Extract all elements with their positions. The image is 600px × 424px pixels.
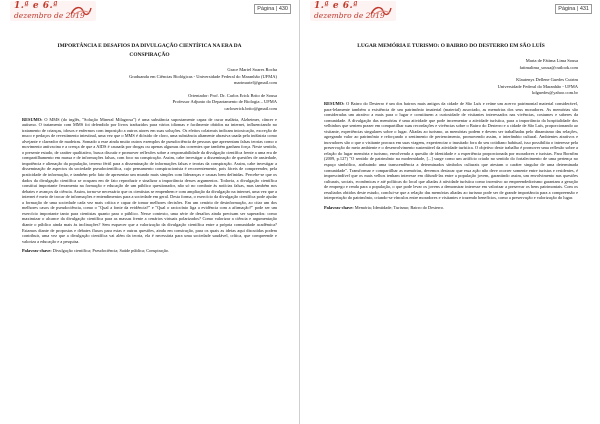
author-email: marimariel@gmail.com: [233, 80, 277, 86]
author-block: [22, 67, 277, 113]
title-line-1: IMPORTÂNCIA E DESAFIOS DA DIVULGAÇÃO CIENTÍFICA NA ERA DA: [57, 43, 242, 49]
author-line: Grace Mariel Soares Rocha: [227, 67, 277, 72]
page-header: [0, 0, 299, 22]
logo-date-line: 1.ª e 6.ª: [14, 1, 59, 11]
page-number: Página | 431: [555, 4, 592, 14]
author-line: Klautenys Dellene Guedes Cutrim: [516, 77, 578, 83]
keywords-label: Palavras-chave:: [22, 248, 52, 254]
keywords-text: Memória; Identidade; Turismo; Bairro do Desterro.: [354, 204, 445, 210]
swirl-logo-icon: [69, 4, 93, 18]
abstract: [324, 101, 578, 201]
page-right: [300, 0, 600, 424]
article-content: [324, 42, 578, 215]
logo-month-line: dezembro de 2019: [14, 11, 85, 20]
keywords-text: Divulgação científica; Pseudociência; Saúde pública; Conspiração.: [52, 248, 170, 254]
article-title: [22, 42, 277, 60]
event-logo: [10, 1, 96, 21]
article-title: [324, 42, 578, 51]
advisor-affiliation: Professor Adjunto do Departamento de Biologia – UFMA: [172, 99, 277, 105]
logo-date-line: 1.ª e 6.ª: [314, 1, 359, 11]
author-email: fatimalima_sousa@outlook.com: [519, 64, 578, 70]
author-line: Maria de Fátima Lima Sousa: [525, 58, 578, 63]
article-content: [22, 42, 277, 258]
author-block: [324, 58, 578, 97]
title-line-1: LUGAR MEMÓRIA E TURISMO: O BAIRRO DO DESTERRO EM SÃO LUÍS: [357, 43, 545, 49]
abstract: [22, 117, 277, 245]
abstract-text: O Bairro do Desterro é um dos bairros mais antigos da cidade de São Luís e reúne um acervo patrimonial material considerável, para-lelamente também a existência de um patrimônio imaterial (material) associado, as memórias dos seus moradores. As memórias são consideradas um atrativo a mais para o lugar e constituem a curiosidade de visitantes interessados nas vivências, costumes e saberes da comunidade. A divulgação das memórias é uma atividade que pode incrementar a atividade turística, para a importância da hospitalidade dos velhinhos que sentem prazer em compartilhar suas recordações e vivências sobre o Bairro do Desterro e a cidade de São Luís, proporcionando ao visitante, experiências singulares sobre o lugar. Aliadas ao turismo, as memórias podem e devem ser trabalhadas pelo dinamismo das relações, agregando valor ao patrimônio e reforçando o sentimento de pertencimento, promovendo assim, o interâmbio cultural. Ambientes atrativos e inovadores são o que o visitante procura em suas viagens, experienciar o inusitado fora do seu cotidiano habitual, isso possibilita o interesse pela preservação do meio ambiente e o desenvolvimento sustentável da atividade turística. O objetivo deste trabalho é promover uma reflexão sobre a relação do lugar memória e turismo, envolvendo a questão de identidade e a experiência proporcionada por moradores e turistas. Para Bornfim (2009, p.127) "O sentido de patrimônio na modernidade, [...] surge como um artifício criado no sentido do fortalecimento de uma pertença no espaço simbólico, atribuindo uma transcendência a determinados símbolos culturais que atestam o caráter singular de uma determinada comunidade". Transformar e compartilhar as memórias, devemos destacar que essa ação não deve ocorrer somente entre turistas e residentes, é imprescindível que os mais velhos tenham interesse em difundi-las entre a população jovem, garantindo assim, um envolvimento nas questões culturais, sociais, econômicas e até políticas do local que aliadas à atividade turística como incentivo ao empreendedorismo garantam a geração de emprego e renda para a população, o que pode levar os jovens a demonstrar interesse em valorizar a preservar os bens patrimoniais. Com os resultados obtidos deste estudo, conclui-se que a relação das memórias aliadas ao turismo pode ser de grande importância para a compreensão e interpretação do patrimônio, criando-se vínculos entre moradores e visitantes e trazendo benefícios, como a preservação e valorização do lugar.: [324, 100, 578, 201]
abstract-label: RESUMO:: [324, 100, 345, 106]
keywords: [22, 248, 277, 254]
keywords-label: Palavras-chave:: [324, 204, 354, 210]
event-logo: [310, 1, 396, 21]
page-number: Página | 430: [254, 4, 291, 14]
keywords: [324, 205, 578, 211]
abstract-label: RESUMO:: [22, 116, 43, 122]
page-header: [300, 0, 600, 22]
swirl-logo-icon: [369, 4, 393, 18]
abstract-text: O MMS (do inglês, "Solução Mineral Milagrosa") é uma substância supostamente capaz de curar malária, Alzheimer, câncer e autismo. O tratamento com MMS foi defendido por livros traduzidos para vários idiomas e facilmente obtidos na internet, influenciando no tratamento de crianças, idosos e enfermos com imposição a outros atores em suas soluções. Os efeitos colaterais indicam intoxicação, excreção de muco e pedaços de revestimento intestinal, uma vez que o MMS é dióxido de cloro, uma substância altamente abrasiva usada pela indústria como alvejante e clareador de madeiras. Somado a esse ainda muito outros exemplos de pseudociência de pessoas que apresentam falsas teorias como o movimento antivacina e a crença de que a AIDS é causada por drogas ou apenas algumas das correntes que também ganham força. Neste sentido, o presente estudo, de caráter qualitativo, busca discutir e promover reflexões sobre a responsabilidade da divulgação científica frente a uma era de compartilhamento em massa e de informações falsas, com foco na conspiração. Assim, cabe investigar a disseminação de questões de ansiedade, impotência e alienação da população, terreno fértil para a disseminação de informações falsas e teorias da conspiração. Assim, cabe investigar a disseminação de aspectos da sociedade pseudocientífica, cujo pensamento conspiracionista é recorrentemente, pois fáceis de compreender, pela praticidade de informação, e também pelo fato de apresentar um mundo mais simples com lideranças e causas bem definidas. Percebe-se que os dados da divulgação científica se ocupam em de fato reproduzir e sinalizar a importância desses argumentos. Todavia, a divulgação científica constitui importante ferramenta na formação e educação de um público questionador, não só no combate às notícias falsas, mas também nos debates e avanços da ciência. Assim, torna-se necessário que os cientistas se empenhem e com ampliação da divulgação na internet, uma vez que a internet é meio de trocar de informações e entendimentos para a sociedade em geral. Desta forma, o exercício da divulgação científica pode ajudar a formação de uma sociedade cada vez mais crítica e capaz de tomar melhores decisões. Em um cenário de desinformação, ao citar um dos melhores casos de pseudociência, como o "Qual a fonte da evidência?" e "Qual o raciocínio liga a evidência com a afirmação?" pode ser um exercício importante tanto para cientistas quanto para o público. Nesse contexto, uma série de desafios ainda precisam ser superados: como maximizar o alcance da divulgação científica para as massas frente a cenários virtuais polarizados? Como valorizar a ciência e argumentação diante o público ainda mais às inclinações? Sem esquecer que a valorização da divulgação científica entre a própria comunidade acadêmica? Estamos diante de propostas e debates fluxos para estas e outras questões, ainda em construção, para os quais as ideias aqui discutidas podem contribuir, uma vez que a divulgação científica vai além da teoria, ela é necessária para uma sociedade saudável, crítica, que compreende e valoriza a educação e a pesquisa.: [22, 116, 277, 244]
author-line: Graduanda em Ciências Biológicas - Universidade Federal do Maranhão (UFMA): [129, 73, 277, 79]
author-email: kdguedes@yahoo.com.br: [532, 90, 578, 96]
title-line-2: CONSPIRAÇÃO: [129, 52, 170, 58]
logo-month-line: dezembro de 2019: [314, 11, 385, 20]
author-affiliation: Universidade Federal do Maranhão - UFMA: [497, 83, 578, 89]
advisor-line: Orientador: Prof. Dr. Carlos Erick Brito de Sousa: [188, 92, 277, 98]
advisor-email: carloserick.brito@gmail.com: [224, 105, 277, 111]
